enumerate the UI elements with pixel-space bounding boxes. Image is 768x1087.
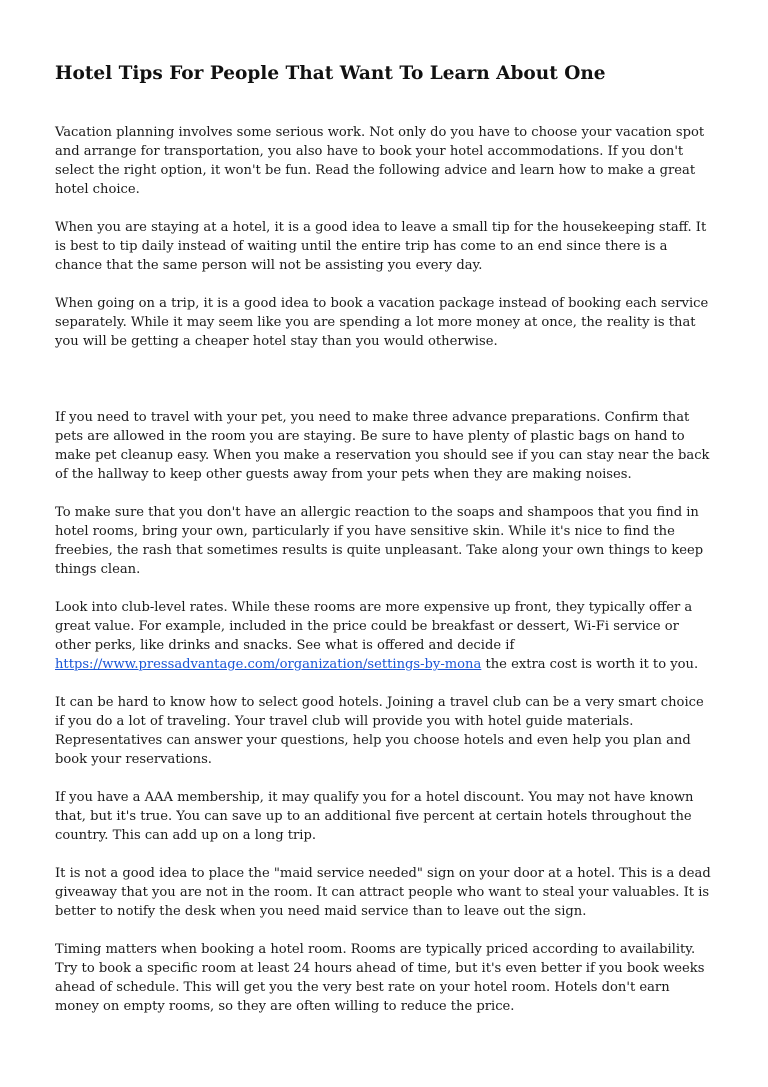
paragraph-housekeeping-tip: When you are staying at a hotel, it is a good idea to leave a small tip for the housekeeping staff. It is best to tip daily instead of waiting until the entire trip has come to an end since there is a chance that the same person will not be assisting you every day. xyxy=(55,220,707,273)
paragraph-travel-club: It can be hard to know how to select good hotels. Joining a travel club can be a very smart choice if you do a lot of traveling. Your travel club will provide you with hotel guide materials. Representatives can answer your questions, help you choose hotels and even help you plan and book your reservations. xyxy=(55,695,704,767)
paragraph-club-level-rates xyxy=(55,598,715,674)
paragraph-maid-service-sign: It is not a good idea to place the "maid service needed" sign on your door at a hotel. This is a dead giveaway that you are not in the room. It can attract people who want to steal your valuables. It is better to notify the desk when you need maid service than to leave out the sign. xyxy=(55,866,711,919)
paragraph-allergic-reaction: To make sure that you don't have an allergic reaction to the soaps and shampoos that you find in hotel rooms, bring your own, particularly if you have sensitive skin. While it's nice to find the freebies, the rash that sometimes results is quite unpleasant. Take along your own things to keep things clean. xyxy=(55,505,704,577)
page-title: Hotel Tips For People That Want To Learn About One xyxy=(55,63,606,84)
paragraph-pet-travel: If you need to travel with your pet, you need to make three advance preparations. Confirm that pets are allowed in the room you are staying. Be sure to have plenty of plastic bags on hand to make pet cleanup easy. When you make a reservation you should see if you can stay near the back of the hallway to keep other guests away from your pets when they are making noises. xyxy=(55,410,710,482)
press-advantage-link[interactable]: https://www.pressadvantage.com/organization/settings-by-mona xyxy=(55,657,482,672)
blank-gap xyxy=(55,370,715,408)
club-paragraph-text-before: Look into club-level rates. While these rooms are more expensive up front, they typically offer a great value. For example, included in the price could be breakfast or dessert, Wi-Fi service or other perks, like drinks and snacks. See what is offered and decide if xyxy=(55,600,693,653)
document-page xyxy=(55,62,715,1035)
paragraph-vacation-planning: Vacation planning involves some serious work. Not only do you have to choose your vacation spot and arrange for transportation, you also have to book your hotel accommodations. If you don't select the right option, it won't be fun. Read the following advice and learn how to make a great hotel choice. xyxy=(55,125,705,197)
club-paragraph-text-after: the extra cost is worth it to you. xyxy=(481,657,699,672)
paragraph-vacation-package: When going on a trip, it is a good idea to book a vacation package instead of booking each service separately. While it may seem like you are spending a lot more money at once, the reality is that you will be getting a cheaper hotel stay than you would otherwise. xyxy=(55,296,709,349)
paragraph-booking-timing: Timing matters when booking a hotel room. Rooms are typically priced according to availability. Try to book a specific room at least 24 hours ahead of time, but it's even better if you book weeks ahead of schedule. This will get you the very best rate on your hotel room. Hotels don't earn money on empty rooms, so they are often willing to reduce the price. xyxy=(55,942,705,1014)
paragraph-aaa-membership: If you have a AAA membership, it may qualify you for a hotel discount. You may not have known that, but it's true. You can save up to an additional five percent at certain hotels throughout the country. This can add up on a long trip. xyxy=(55,790,694,843)
